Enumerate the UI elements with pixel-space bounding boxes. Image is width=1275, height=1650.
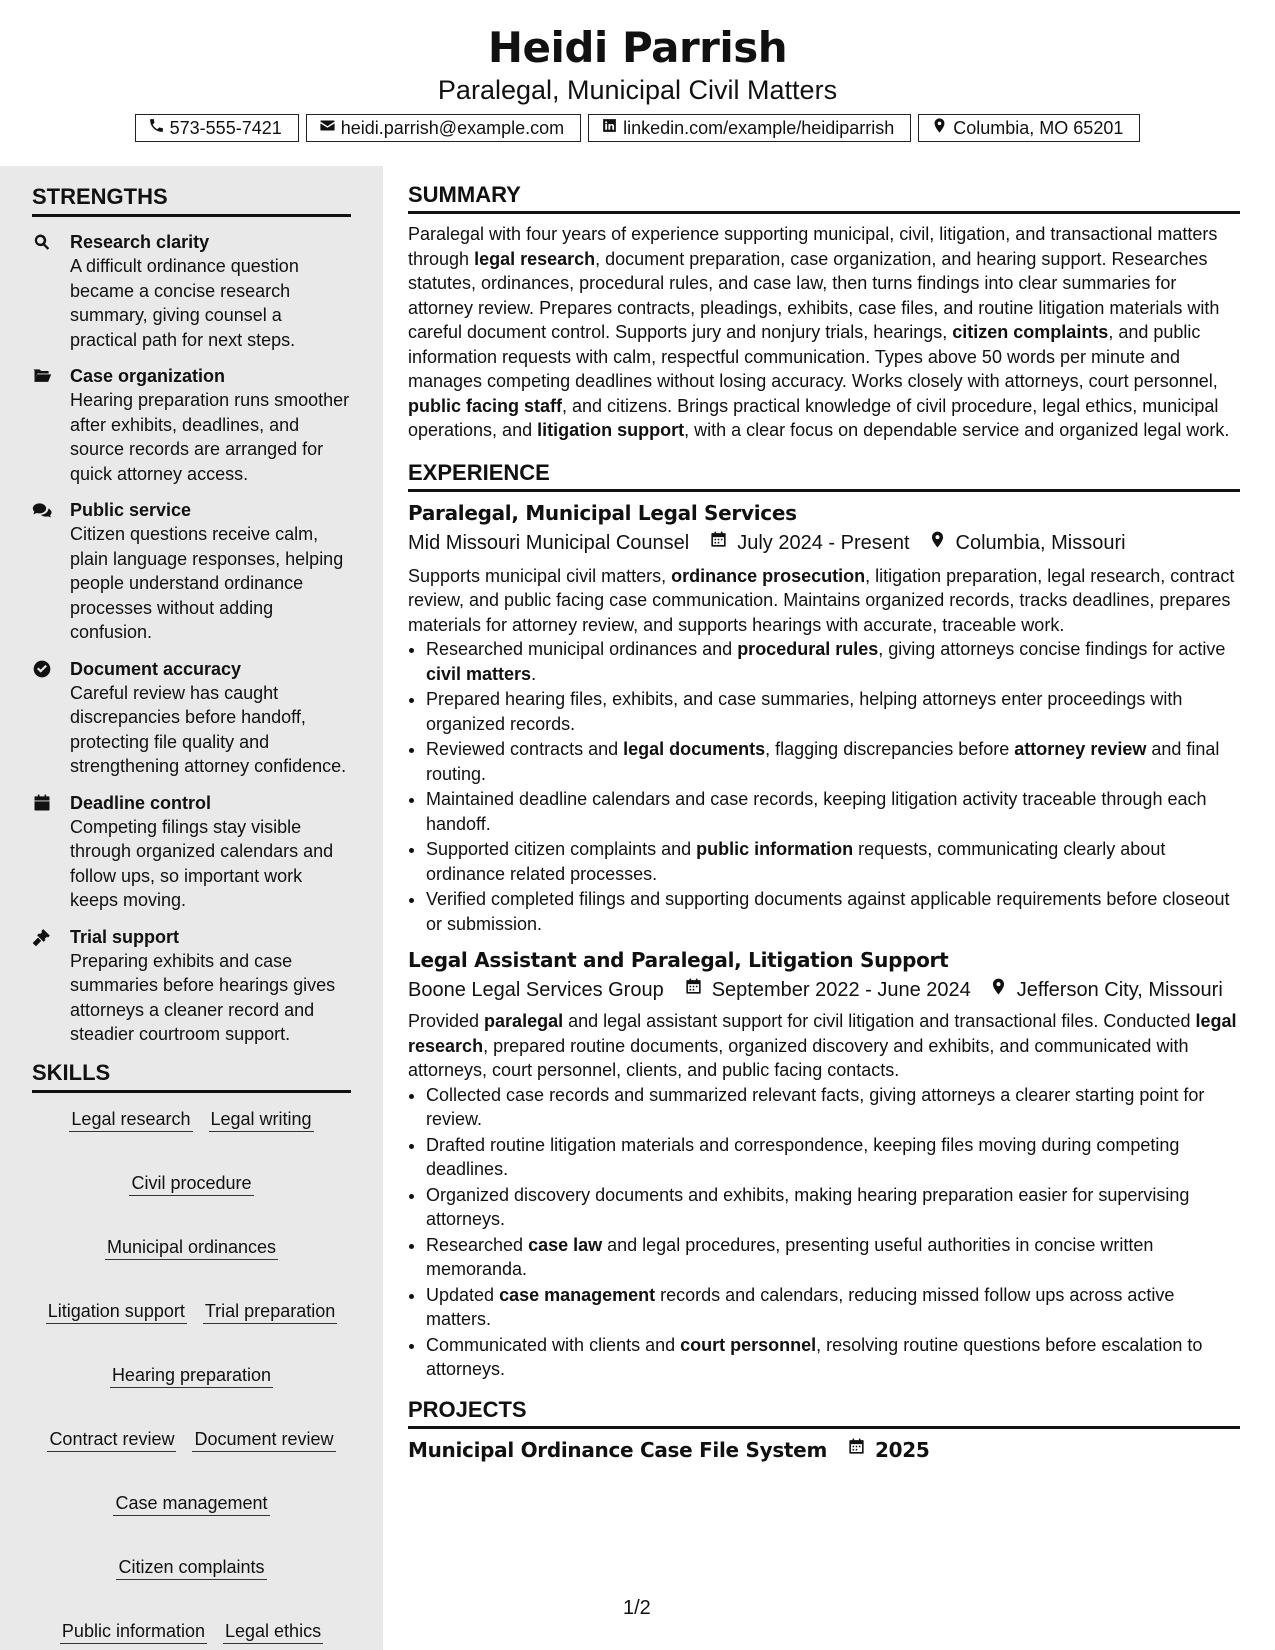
experience-heading: EXPERIENCE [408, 459, 1240, 492]
skills-list [32, 1108, 351, 1644]
project-title: Municipal Ordinance Case File System [408, 1437, 827, 1462]
job-bullet: • Maintained deadline calendars and case records, keeping litigation activity traceable through each handoff. [426, 787, 1240, 836]
skill-tag: Litigation support [46, 1300, 187, 1324]
skill-tag: Trial preparation [203, 1300, 337, 1324]
skill-tag: Case management [113, 1492, 269, 1516]
strength-item [32, 364, 351, 486]
skill-tag: Contract review [47, 1428, 176, 1452]
job-meta [408, 975, 1240, 1005]
job-bullets [408, 1083, 1240, 1382]
contact-bar [0, 114, 1275, 142]
job-dates: September 2022 - June 2024 [711, 979, 971, 1001]
candidate-name: Heidi Parrish [487, 23, 788, 72]
job-location: Columbia, Missouri [955, 531, 1126, 554]
skill-tag: Legal writing [209, 1108, 314, 1132]
skill-tag: Document review [192, 1428, 335, 1452]
strength-item [32, 791, 351, 913]
job-bullet: • Collected case records and summarized relevant facts, giving attorneys a clearer starting point for review. [426, 1083, 1240, 1132]
strength-desc: Citizen questions receive calm, plain language responses, helping people understand ordinance processes without adding confusion. [70, 524, 344, 642]
skill-tag: Legal ethics [223, 1620, 323, 1644]
contact-location[interactable] [918, 114, 1140, 142]
folder-open-icon [32, 364, 70, 486]
page-number: 1/2 [623, 1597, 651, 1619]
strength-desc: Hearing preparation runs smoother after exhibits, deadlines, and source records are arranged for quick attorney access. [70, 390, 350, 484]
job-bullets [408, 637, 1240, 936]
strength-desc: Competing filings stay visible through organized calendars and follow ups, so important work keeps moving. [70, 816, 334, 910]
project-entry [408, 1435, 1240, 1465]
contact-email[interactable] [306, 114, 581, 142]
job-entry [408, 946, 1240, 1382]
strength-title: Public service [70, 500, 192, 520]
skill-tag: Hearing preparation [110, 1364, 273, 1388]
job-entry [408, 499, 1240, 937]
strength-item [32, 657, 351, 779]
calendar-icon [32, 791, 70, 913]
projects-heading: PROJECTS [408, 1396, 1240, 1429]
strength-title: Deadline control [70, 792, 212, 813]
summary-heading: SUMMARY [408, 181, 1240, 214]
job-meta [408, 528, 1240, 558]
skill-tag: Legal research [69, 1108, 192, 1132]
job-dates: July 2024 - Present [737, 531, 910, 554]
job-location: Jefferson City, Missouri [1016, 979, 1223, 1001]
job-bullet: • Communicated with clients and court personnel, resolving routine questions before escalation to attorneys. [426, 1333, 1240, 1382]
contact-location-text: Columbia, MO 65201 [953, 117, 1124, 138]
comments-icon [32, 498, 70, 645]
strength-item [32, 230, 351, 352]
skill-tag: Public information [60, 1620, 207, 1644]
sidebar [0, 166, 383, 1650]
job-company: Mid Missouri Municipal Counsel [408, 531, 690, 554]
calendar-icon [689, 528, 737, 558]
contact-linkedin[interactable] [588, 114, 911, 142]
job-description: Provided paralegal and legal assistant support for civil litigation and transactional files. Conducted legal research, prepared routine documents, organized discovery and exhibits, and communicated with attorneys, court personnel, clients, and public facing contacts. [408, 1011, 1237, 1080]
skill-tag: Municipal ordinances [105, 1236, 278, 1260]
strength-item [32, 925, 351, 1047]
map-pin-icon [971, 975, 1017, 1005]
job-title: Legal Assistant and Paralegal, Litigation Support [408, 948, 949, 972]
job-bullet: • Researched case law and legal procedures, presenting useful authorities in concise written memoranda. [426, 1233, 1240, 1282]
strength-desc: Preparing exhibits and case summaries before hearings gives attorneys a cleaner record and steadier courtroom support. [70, 950, 336, 1044]
contact-email-text: heidi.parrish@example.com [340, 117, 565, 138]
job-bullet: • Reviewed contracts and legal documents, flagging discrepancies before attorney review and final routing. [426, 737, 1240, 786]
search-icon [32, 230, 70, 352]
project-year: 2025 [875, 1437, 930, 1462]
skills-heading: SKILLS [32, 1059, 351, 1093]
job-description: Supports municipal civil matters, ordinance prosecution, litigation preparation, legal research, contract review, and public facing case communication. Maintains organized records, tracks deadlines, prepares materials for attorney review, and supports hearings with accurate, traceable work. [408, 565, 1235, 635]
summary-text: Paralegal with four years of experience supporting municipal, civil, litigation, and transactional matters through legal research, document preparation, case organization, and hearing support. Researches statutes, ordinances, procedural rules, and case law, then turns findings into clear summaries for attorney review. Prepares contracts, pleadings, exhibits, case files, and routine litigation materials with careful document control. Supports jury and nonjury trials, hearings, citizen complaints, and public information requests with calm, respectful communication. Types above 50 words per minute and manages competing deadlines without losing accuracy. Works closely with attorneys, court personnel, public facing staff, and citizens. Brings practical knowledge of civil procedure, legal ethics, municipal operations, and litigation support, with a clear focus on dependable service and organized legal work. [408, 224, 1230, 440]
contact-phone[interactable] [135, 114, 299, 142]
strength-title: Document accuracy [70, 658, 242, 679]
job-company: Boone Legal Services Group [408, 979, 664, 1001]
strength-item [32, 498, 351, 645]
job-bullet: • Verified completed filings and supporting documents against applicable requirements before closeout or submission. [426, 887, 1240, 936]
skill-tag: Citizen complaints [116, 1556, 266, 1580]
skill-tag: Civil procedure [129, 1172, 253, 1196]
strength-desc: A difficult ordinance question became a concise research summary, giving counsel a practical path for next steps. [70, 256, 299, 350]
strength-desc: Careful review has caught discrepancies before handoff, protecting file quality and strengthening attorney confidence. [70, 682, 347, 776]
strength-title: Case organization [70, 366, 226, 386]
gavel-icon [32, 925, 70, 1047]
calendar-icon [827, 1435, 875, 1465]
strengths-list [32, 230, 351, 1047]
job-bullet: • Supported citizen complaints and public information requests, communicating clearly about ordinance related processes. [426, 837, 1240, 886]
job-bullet: • Updated case management records and calendars, reducing missed follow ups across active matters. [426, 1283, 1240, 1332]
check-circle-icon [32, 657, 70, 779]
strength-title: Trial support [70, 926, 180, 947]
map-pin-icon [931, 117, 948, 139]
calendar-icon [664, 975, 712, 1005]
main-content [408, 181, 1240, 1465]
strengths-heading: STRENGTHS [32, 183, 351, 217]
map-pin-icon [910, 528, 956, 558]
contact-linkedin-text: linkedin.com/example/heidiparrish [623, 117, 895, 138]
job-title: Paralegal, Municipal Legal Services [408, 500, 797, 525]
job-bullet: • Researched municipal ordinances and procedural rules, giving attorneys concise findings for active civil matters. [426, 637, 1240, 686]
headline: Paralegal, Municipal Civil Matters [437, 75, 838, 105]
contact-phone-text: 573-555-7421 [169, 117, 282, 138]
phone-icon [148, 117, 165, 139]
job-bullet: • Prepared hearing files, exhibits, and case summaries, helping attorneys enter proceedings with organized records. [426, 687, 1240, 736]
envelope-icon [319, 117, 336, 139]
strength-title: Research clarity [70, 232, 210, 252]
linkedin-icon [601, 117, 618, 139]
job-bullet: • Drafted routine litigation materials and correspondence, keeping files moving during competing deadlines. [426, 1133, 1240, 1182]
job-bullet: • Organized discovery documents and exhibits, making hearing preparation easier for supervising attorneys. [426, 1183, 1240, 1232]
